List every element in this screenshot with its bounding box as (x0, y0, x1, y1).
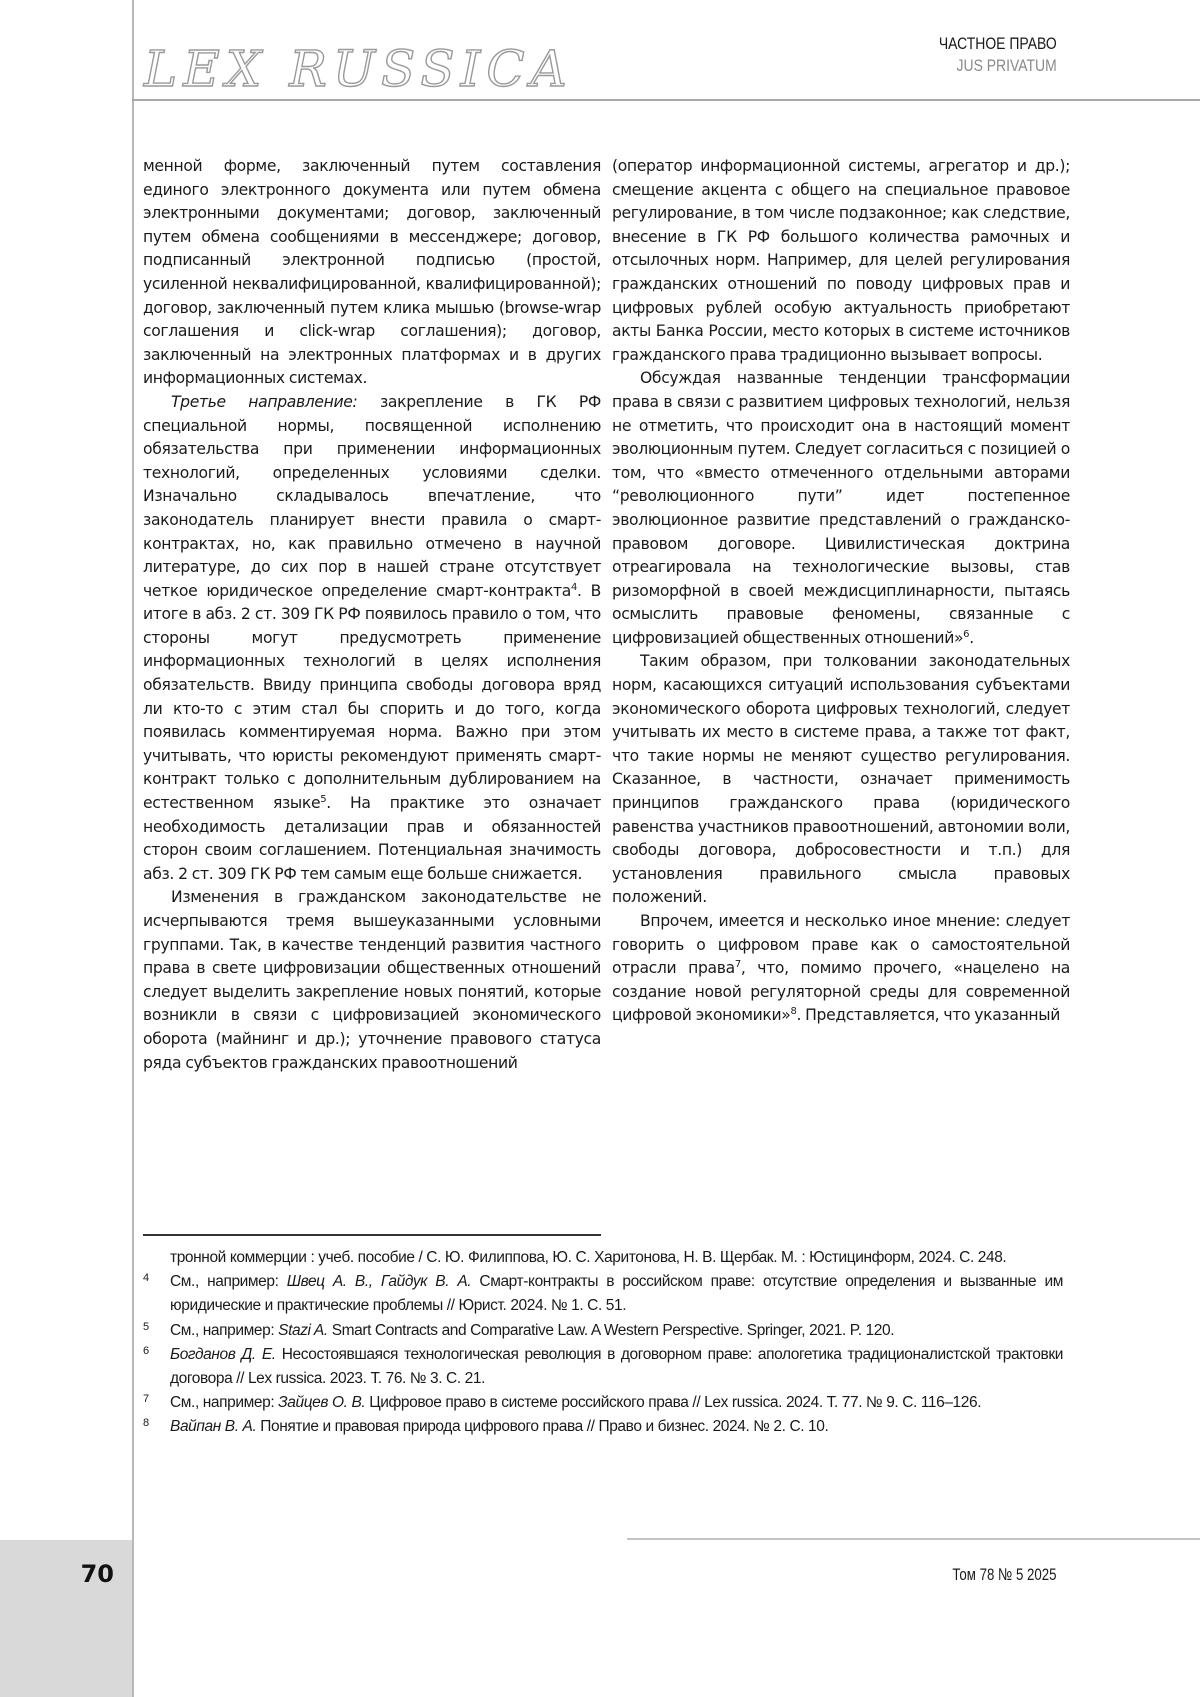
left-margin-rule (132, 0, 134, 1697)
footnote-continuation: тронной коммерции : учеб. пособие / С. Ю. Филиппова, Ю. С. Харитонова, Н. В. Щербак. М. : Юстицинформ, 2024. С. 248. (170, 1249, 1007, 1266)
footnote: 7 См., например: Зайцев О. В. Цифровое право в системе российского права // Lex russica. 2024. Т. 77. № 9. С. 116–126. (143, 1391, 1063, 1415)
page-number: 70 (80, 1560, 114, 1588)
footnote-number: 4 (143, 1272, 149, 1285)
right-column (612, 155, 1070, 1028)
journal-logo: LEX RUSSICA (144, 40, 573, 98)
paragraph: Впрочем, имеется и несколько иное мнение: следует говорить о цифровом праве как о самостоятельной отрасли права$^7$, что, помимо прочего, «нацелено на создание новой регуляторной среды для современной цифровой экономики»$^8$. Представляется, что указанный (612, 912, 1070, 1025)
footnote: 4 См., например: Швец А. В., Гайдук В. А. Смарт-контракты в российском праве: отсутствие определения и вызванные им юридические и практические проблемы // Юрист. 2024. № 1. С. 51. (143, 1270, 1063, 1318)
left-column (143, 155, 601, 1075)
footnote-separator (143, 1234, 601, 1236)
paragraph: Третье направление: закрепление в ГК РФ специальной нормы, посвященной исполнению обязательства при применении информационных технологий, определенных условиями сделки. Изначально складывалось впечатление, что законодатель планирует внести правила о смарт-контрактах, но, как правильно отмечено в научной литературе, до сих пор в нашей стране отсутствует четкое юридическое определение смарт-контракта$^4$. В итоге в абз. 2 ст. 309 ГК РФ появилось правило о том, что стороны могут предусмотреть применение информационных технологий в целях исполнения обязательств. Ввиду принципа свободы договора вряд ли кто-то с этим стал бы спорить и до того, когда появилась комментируемая норма. Важно при этом учитывать, что юристы рекомендуют применять смарт-контракт только с дополнительным дублированием на естественном языке$^5$. На практике это означает необходимость детализации прав и обязанностей сторон своим соглашением. Потенциальная значимость абз. 2 ст. 309 ГК РФ тем самым еще больше снижается. (143, 392, 601, 883)
footnote-authors: Зайцев О. В. (278, 1394, 366, 1412)
paragraph: Обсуждая названные тенденции трансформации права в связи с развитием цифровых технологий, нельзя не отметить, что происходит она в настоящий момент эволюционным путем. Следует согласиться с позицией о том, что «вместо отмеченного отдельными авторами “революционного пути” идет постепенное эволюционное развитие представлений о гражданско-правовом договоре. Цивилистическая доктрина отреагировала на технологические вызовы, став ризоморфной в своей междисциплинарности, пытаясь осмыслить правовые феномены, связанные с цифровизацией общественных отношений»$^6$. (612, 369, 1070, 647)
footnote-authors: Вайпан В. А. (170, 1418, 257, 1436)
footnote-number: 6 (143, 1344, 149, 1357)
footnote-number: 8 (143, 1417, 149, 1430)
footnote-ref[interactable]: 8 (790, 1006, 797, 1018)
footnote-ref[interactable]: 6 (963, 628, 970, 640)
footnote: 6 Богданов Д. Е. Несостоявшаяся технологическая революция в договорном праве: апологетика традиционалистской трактовки договора // Lex russica. 2023. Т. 76. № 3. С. 21. (143, 1343, 1063, 1391)
footnote: 5 См., например: Stazi A. Smart Contracts and Comparative Law. A Western Perspective. Springer, 2021. P. 120. (143, 1319, 1063, 1343)
section-title-ru: ЧАСТНОЕ ПРАВО (939, 34, 1057, 53)
footnote-ref[interactable]: 4 (570, 581, 577, 593)
italic-lead: Третье направление: (171, 392, 358, 411)
section-title (939, 33, 1057, 77)
footnote-number: 7 (143, 1393, 149, 1406)
issue-info: Том 78 № 5 2025 (952, 1565, 1057, 1584)
footnote-authors: Stazi A. (278, 1321, 328, 1339)
footnote: 8 Вайпан В. А. Понятие и правовая природа цифрового права // Право и бизнес. 2024. № 2. С. 10. (143, 1415, 1063, 1439)
footnote-number: 5 (143, 1320, 149, 1333)
paragraph: менной форме, заключенный путем составления единого электронного документа или путем обмена электронными документами; договор, заключенный путем обмена сообщениями в мессенджере; договор, подписанный электронной подписью (простой, усиленной неквалифицированной, квалифицированной); договор, заключенный путем клика мышью (browse-wrap соглашения и click-wrap соглашения); договор, заключенный на электронных платформах и в других информационных системах. (143, 157, 601, 388)
paragraph: Таким образом, при толковании законодательных норм, касающихся ситуаций использования субъектами экономического оборота цифровых технологий, следует учитывать их место в системе права, а также тот факт, что такие нормы не меняют существо регулирования. Сказанное, в частности, означает применимость принципов гражданского права (юридического равенства участников правоотношений, автономии воли, свободы договора, добросовестности и т.п.) для установления правильного смысла правовых положений. (612, 652, 1070, 907)
footnote-ref[interactable]: 5 (320, 794, 327, 806)
footnote-ref[interactable]: 7 (734, 959, 741, 971)
paragraph: Изменения в гражданском законодательстве не исчерпываются тремя вышеуказанными условными группами. Так, в качестве тенденций развития частного права в свете цифровизации общественных отношений следует выделить закрепление новых понятий, которые возникли в связи с цифровизацией экономического оборота (майнинг и др.); уточнение правового статуса ряда субъектов гражданских правоотношений (143, 888, 601, 1072)
footnote-authors: Швец А. В., Гайдук В. А. (286, 1273, 472, 1291)
footnote-authors: Богданов Д. Е. (170, 1345, 276, 1363)
footer-rule (627, 1538, 1200, 1540)
footnotes (143, 1246, 1063, 1440)
section-title-latin: JUS PRIVATUM (956, 56, 1057, 75)
paragraph: (оператор информационной системы, агрегатор и др.); смещение акцента с общего на специальное правовое регулирование, в том числе подзаконное; как следствие, внесение в ГК РФ большого количества рамочных и отсылочных норм. Например, для целей регулирования гражданских отношений по поводу цифровых прав и цифровых рублей особую актуальность приобретают акты Банка России, место которых в системе источников гражданского права традиционно вызывает вопросы. (612, 157, 1070, 364)
